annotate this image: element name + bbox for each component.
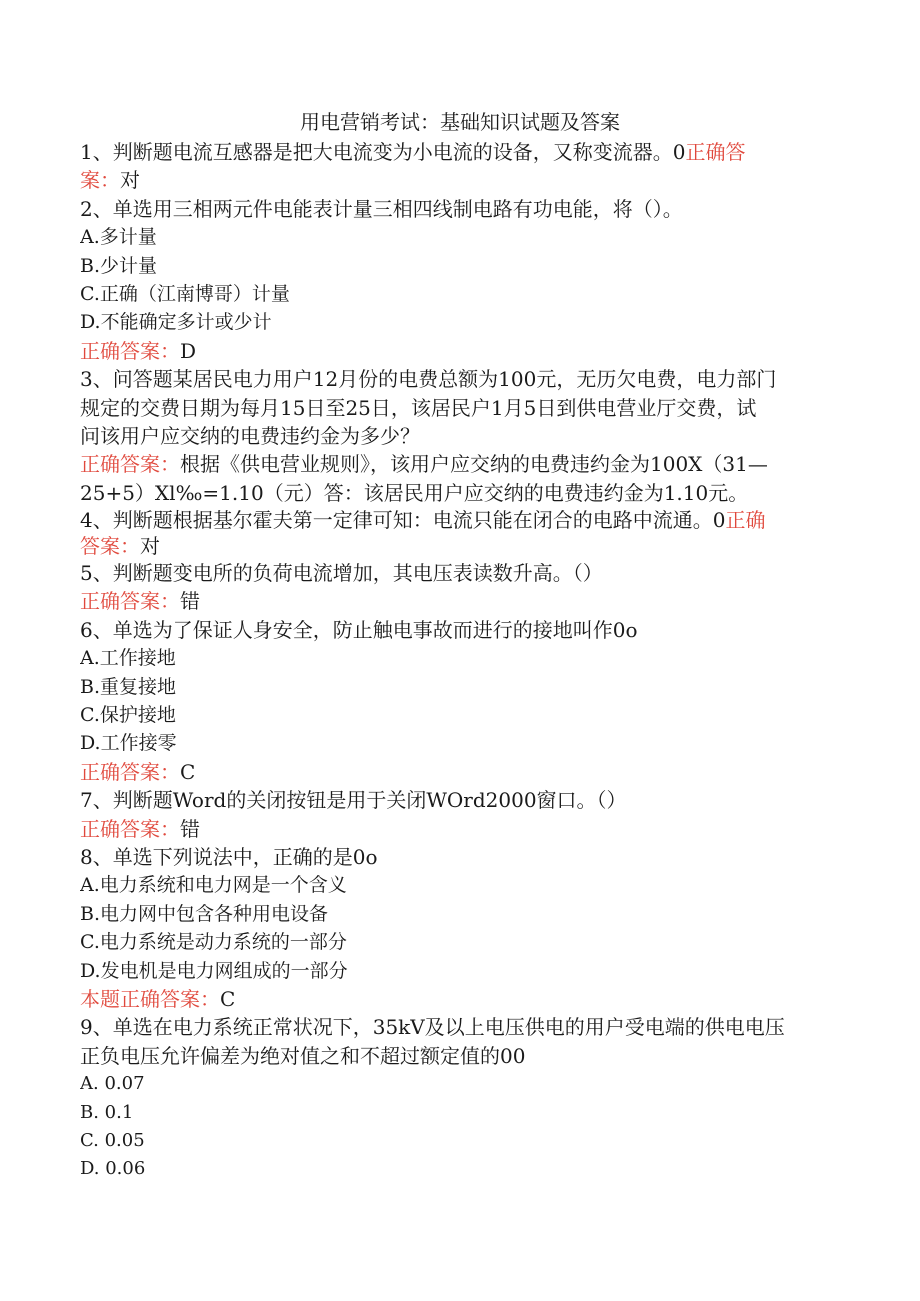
question-7: 7、判断题Word的关闭按钮是用于关闭WOrd2000窗口。（） [80,788,627,813]
question-4 [80,507,840,533]
option-c: C.电力系统是动力系统的一部分 [80,931,347,954]
answer-2 [80,337,840,365]
question-1 [80,138,840,166]
answer-label: 答案： [80,534,140,559]
answer-value: C [220,986,236,1011]
answer-1 [80,166,840,194]
answer-label: 案： [80,168,120,193]
option-a: A.多计量 [80,226,157,249]
question-3-line-3: 问该用户应交纳的电费违约金为多少？ [80,423,420,448]
answer-value: C [180,759,196,784]
question-text: 1、判断题电流互感器是把大电流变为小电流的设备，又称变流器。0 [80,140,686,164]
option-a: A. 0.07 [80,1073,145,1095]
answer-label: 本题正确答案： [80,986,220,1011]
question-list [80,138,840,1184]
answer-label: 正确答案： [80,759,180,784]
option-b: B.重复接地 [80,675,177,698]
question-5: 5、判断题变电所的负荷电流增加，其电压表读数升高。（） [80,561,603,586]
answer-value: 对 [140,534,160,559]
answer-5 [80,587,840,615]
question-3-line-2: 规定的交费日期为每月15日至25日，该居民户1月5日到供电营业厅交费，试 [80,395,757,420]
answer-label: 正确答案： [80,589,180,614]
answer-value: 根据《供电营业规则》，该用户应交纳的电费违约金为100X（31— [180,452,768,477]
option-b: B.少计量 [80,254,158,277]
question-9-line-2: 正负电压允许偏差为绝对值之和不超过额定值的00 [80,1043,526,1068]
answer-value: 错 [180,589,200,614]
answer-label: 正确答案： [80,452,180,477]
question-6: 6、单选为了保证人身安全，防止触电事故而进行的接地叫作0o [80,617,638,642]
option-d: D. 0.06 [80,1158,146,1180]
option-c: C.正确（江南博哥）计量 [80,282,290,305]
option-b: B.电力网中包含各种用电设备 [80,902,329,925]
answer-value: 错 [180,816,200,841]
answer-value: 对 [120,168,140,193]
option-c: C. 0.05 [80,1129,145,1151]
option-c: C.保护接地 [80,704,176,727]
option-b: B. 0.1 [80,1101,134,1123]
option-a: A.工作接地 [80,647,176,670]
answer-value: D [180,338,197,363]
answer-label: 正确答 [685,140,746,164]
option-d: D.发电机是电力网组成的一部分 [80,959,348,982]
answer-3-line-1 [80,450,840,478]
answer-label: 正确答案： [80,816,180,841]
answer-label: 正确 [725,508,766,533]
answer-7 [80,815,840,843]
option-d: D.不能确定多计或少计 [80,311,272,334]
page-title: 用电营销考试：基础知识试题及答案 [300,110,620,134]
question-text: 4、判断题根据基尔霍夫第一定律可知：电流只能在闭合的电路中流通。0 [80,508,726,533]
question-2: 2、单选用三相两元件电能表计量三相四线制电路有功电能，将（）。 [80,196,683,221]
question-8: 8、单选下列说法中，正确的是0o [80,844,378,869]
answer-label: 正确答案： [80,338,180,363]
question-3-line-1: 3、问答题某居民电力用户12月份的电费总额为100元，无历欠电费，电力部门 [80,367,777,392]
question-9-line-1: 9、单选在电力系统正常状况下，35kV及以上电压供电的用户受电端的供电电压 [80,1015,785,1040]
answer-3-line-2: 25+5）Xl‰=1.10（元）答：该居民用户应交纳的电费违约金为1.10元。 [80,480,749,505]
answer-8 [80,985,840,1013]
answer-6 [80,758,840,786]
answer-4 [80,533,840,559]
option-d: D.工作接零 [80,732,177,755]
option-a: A.电力系统和电力网是一个含义 [80,874,347,897]
